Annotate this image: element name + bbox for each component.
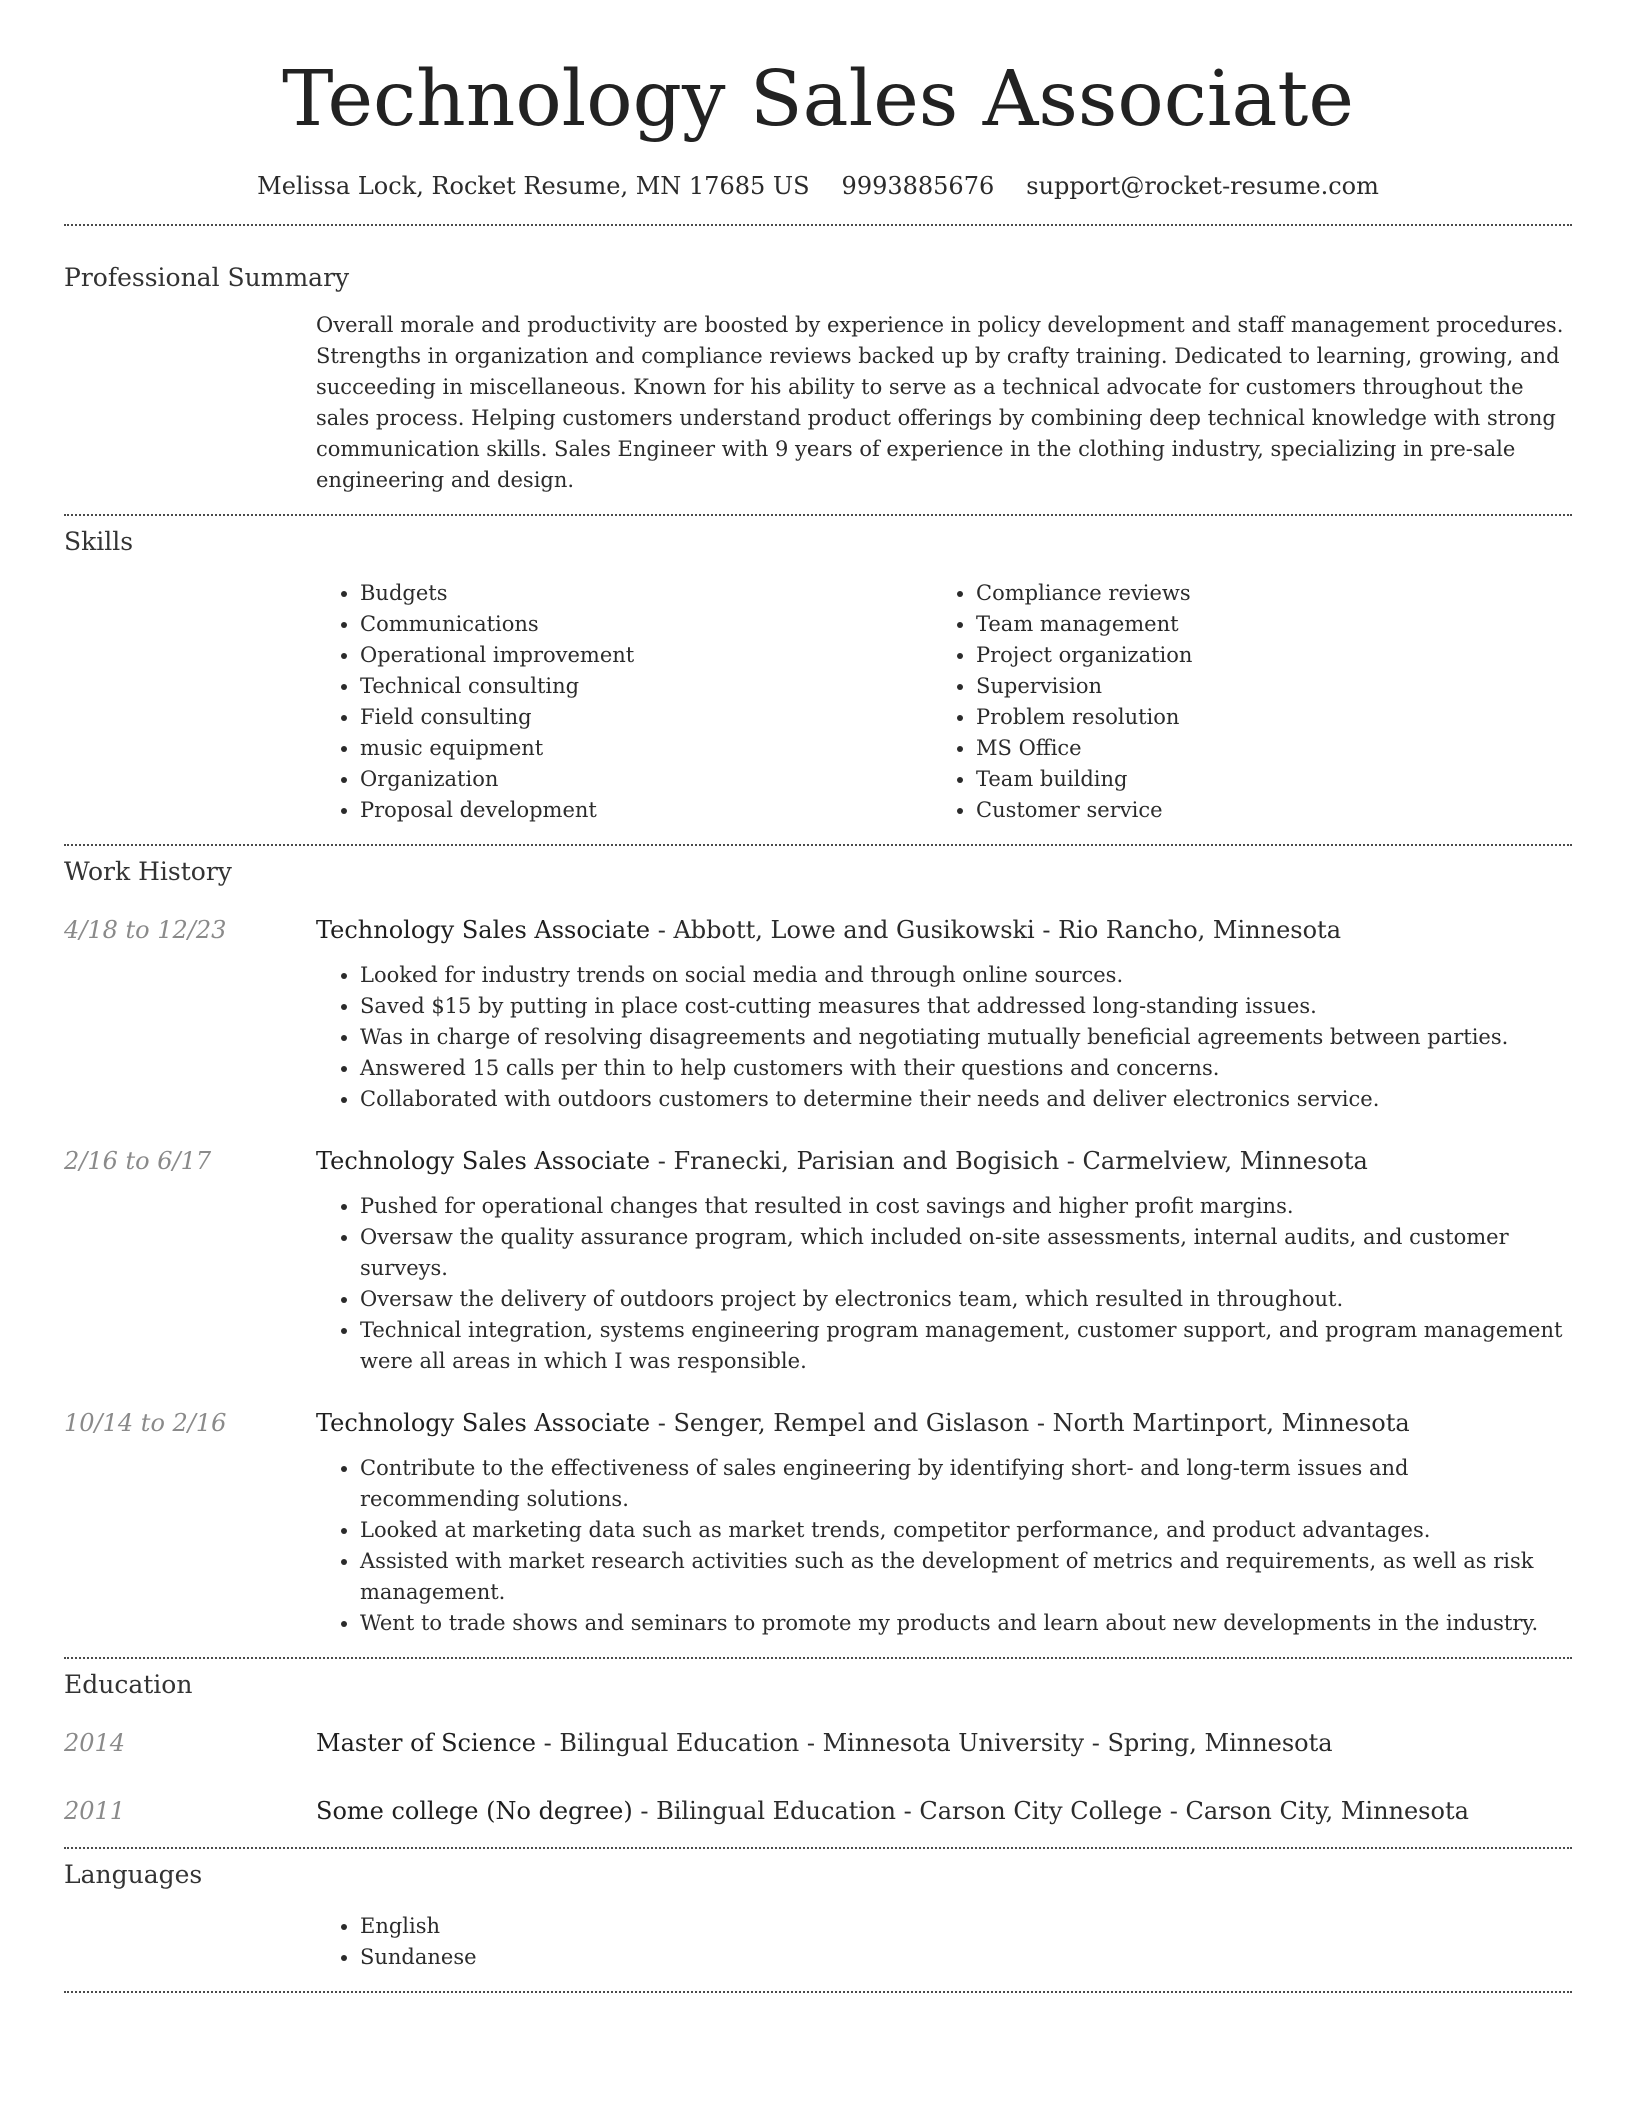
job-title (316, 914, 1341, 946)
section-divider (64, 844, 1572, 846)
skill-item: • Field consulting (360, 702, 932, 733)
job-bullets (316, 960, 1572, 1115)
section-divider (64, 1657, 1572, 1659)
contact-phone: 9993885676 (841, 172, 995, 200)
job-employer: - Senger, Rempel and Gislason - North Martinport, Minnesota (650, 1409, 1410, 1437)
job-bullet: • Answered 15 calls per thin to help customers with their questions and concerns. (360, 1053, 1572, 1084)
job-bullet: • Oversaw the delivery of outdoors project by electronics team, which resulted in throughout. (360, 1284, 1572, 1315)
skills-list (316, 578, 1572, 826)
resume-title: Technology Sales Associate (282, 55, 1354, 144)
job-entry (64, 1145, 1572, 1377)
education-title (316, 1727, 1333, 1759)
work-history-heading: Work History (64, 857, 232, 886)
education-degree: Master of Science (316, 1729, 536, 1757)
skill-item: • Problem resolution (976, 702, 1548, 733)
job-bullet: • Contribute to the effectiveness of sales engineering by identifying short- and long-term issues and recommending solutions. (360, 1453, 1572, 1515)
job-bullets (316, 1191, 1572, 1377)
skill-item: • Organization (360, 764, 932, 795)
language-item: • English (360, 1911, 1572, 1942)
skill-item: • Compliance reviews (976, 578, 1548, 609)
skill-item: • Project organization (976, 640, 1548, 671)
job-bullet: • Was in charge of resolving disagreements and negotiating mutually beneficial agreements between parties. (360, 1022, 1572, 1053)
job-bullet: • Looked for industry trends on social media and through online sources. (360, 960, 1572, 991)
education-entry (64, 1727, 1572, 1759)
job-title (316, 1407, 1410, 1439)
job-entry (64, 1407, 1572, 1639)
skill-item: • Team management (976, 609, 1548, 640)
job-employer: - Abbott, Lowe and Gusikowski - Rio Rancho, Minnesota (650, 916, 1341, 944)
skill-item: • MS Office (976, 733, 1548, 764)
section-divider (64, 1991, 1572, 1993)
summary-heading: Professional Summary (64, 263, 350, 292)
job-dates: 2/16 to 6/17 (64, 1147, 212, 1175)
skill-item: • Budgets (360, 578, 932, 609)
education-entry (64, 1795, 1572, 1827)
contact-address: Melissa Lock, Rocket Resume, MN 17685 US (257, 172, 810, 200)
job-bullet: • Oversaw the quality assurance program, which included on-site assessments, internal audits, and customer surveys. (360, 1222, 1572, 1284)
education-heading: Education (64, 1670, 193, 1699)
skill-item: • Team building (976, 764, 1548, 795)
job-role: Technology Sales Associate (316, 916, 651, 944)
languages-section (316, 1911, 1572, 1973)
job-bullet: • Looked at marketing data such as market trends, competitor performance, and product advantages. (360, 1515, 1572, 1546)
skill-item: • Technical consulting (360, 671, 932, 702)
job-bullet: • Collaborated with outdoors customers to determine their needs and deliver electronics service. (360, 1084, 1572, 1115)
contact-line (64, 170, 1572, 202)
job-bullet: • Saved $15 by putting in place cost-cutting measures that addressed long-standing issues. (360, 991, 1572, 1022)
education-degree: Some college (No degree) (316, 1797, 633, 1825)
skill-item: • music equipment (360, 733, 932, 764)
skill-item: • Communications (360, 609, 932, 640)
job-role: Technology Sales Associate (316, 1409, 651, 1437)
skill-item: • Proposal development (360, 795, 932, 826)
skills-column-left (316, 578, 932, 826)
education-year: 2014 (64, 1729, 126, 1757)
job-bullet: • Pushed for operational changes that resulted in cost savings and higher profit margins. (360, 1191, 1572, 1222)
education-year: 2011 (64, 1797, 126, 1825)
education-title (316, 1795, 1469, 1827)
summary-text: Overall morale and productivity are boosted by experience in policy development and staff management procedures. Strengths in organization and compliance reviews backed up by crafty training. Dedicated to learning, growing, and succeeding in miscellaneous. Known for his ability to serve as a technical advocate for customers throughout the sales process. Helping customers understand product offerings by combining deep technical knowledge with strong communication skills. Sales Engineer with 9 years of experience in the clothing industry, specializing in pre-sale engineering and design. (316, 313, 1564, 492)
skills-heading: Skills (64, 527, 134, 556)
contact-email: support@rocket-resume.com (1026, 172, 1379, 200)
resume-page (64, 0, 1572, 1993)
job-title (316, 1145, 1368, 1177)
job-dates: 4/18 to 12/23 (64, 916, 227, 944)
job-employer: - Franecki, Parisian and Bogisich - Carmelview, Minnesota (650, 1147, 1368, 1175)
skill-item: • Supervision (976, 671, 1548, 702)
language-item: • Sundanese (360, 1942, 1572, 1973)
skills-column-right (932, 578, 1548, 826)
job-bullet: • Went to trade shows and seminars to promote my products and learn about new developments in the industry. (360, 1608, 1572, 1639)
job-dates: 10/14 to 2/16 (64, 1409, 227, 1437)
skill-item: • Customer service (976, 795, 1548, 826)
languages-heading: Languages (64, 1860, 203, 1889)
job-entry (64, 914, 1572, 1115)
section-divider (64, 514, 1572, 516)
job-role: Technology Sales Associate (316, 1147, 651, 1175)
education-details: - Bilingual Education - Minnesota University - Spring, Minnesota (535, 1729, 1333, 1757)
summary-section (316, 310, 1572, 496)
section-divider (64, 224, 1572, 226)
job-bullet: • Assisted with market research activities such as the development of metrics and requirements, as well as risk management. (360, 1546, 1572, 1608)
job-bullet: • Technical integration, systems engineering program management, customer support, and program management were all areas in which I was responsible. (360, 1315, 1572, 1377)
skill-item: • Operational improvement (360, 640, 932, 671)
section-divider (64, 1847, 1572, 1849)
job-bullets (316, 1453, 1572, 1639)
education-details: - Bilingual Education - Carson City College - Carson City, Minnesota (632, 1797, 1469, 1825)
